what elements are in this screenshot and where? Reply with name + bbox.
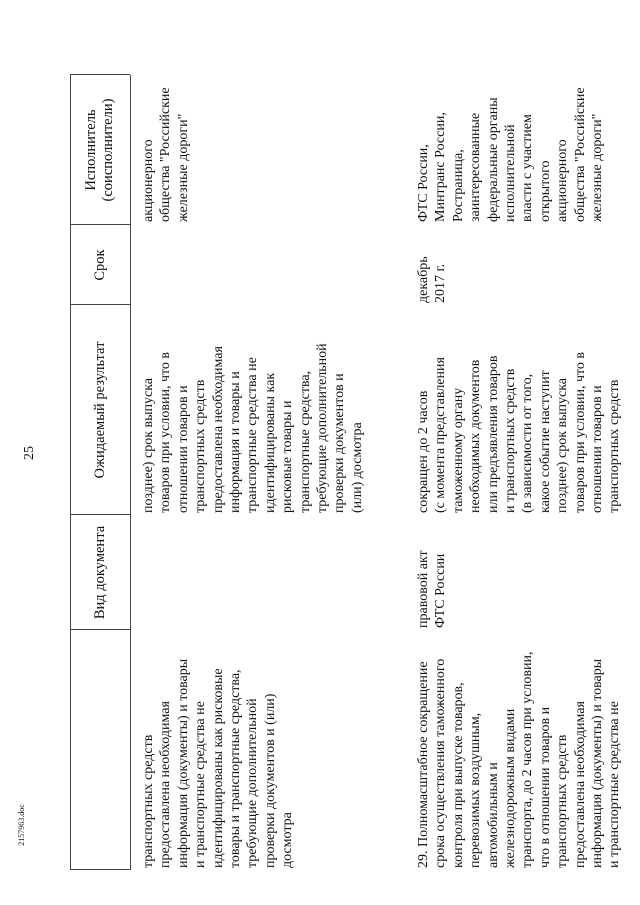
header-term: Срок <box>91 249 108 281</box>
row1-result: позднее) срок выпуска товаров при условии, что в отношении товаров и транспортных средств предоставлена необходимая информация и товары и транспортные средства не идентифицированы как рисковые товары и транспортные средства, требующие дополнительной проверки документов и (или) досмотра <box>141 343 365 513</box>
row1-item: транспортных средств предоставлена необходимая информация (документы) и товары и транспортные средства не идентифицированы как рисковые товары и транспортные средства, требующие дополнительной проверки документов и (или) досмотра <box>141 658 296 868</box>
row2-doc-type: правовой акт ФТС России <box>416 550 449 628</box>
header-result: Ожидаемый результат <box>91 341 108 479</box>
header-bottom-line <box>130 75 131 870</box>
col-divider-0 <box>70 869 130 870</box>
row2-executor: ФТС России, Минтранс России, Ространица, заинтересованные федеральные органы исполнительной власти с участием открытого акционерного общества "Российские железные дороги" <box>416 87 606 222</box>
row1-executor: акционерного общества "Российские железные дороги" <box>141 87 191 222</box>
row2-term: декабрь 2017 г. <box>416 256 449 303</box>
table-grid <box>70 75 630 870</box>
rotated-table <box>70 75 630 870</box>
header-executor: Исполнитель (соисполнители) <box>83 98 116 202</box>
row2-item: 29. Полномасштабное сокращение срока осуществления таможенного контроля при выпуске товаров, перевозимых воздушным, автомобильным и железнодорожным видами транспорта, до 2 часов при условии, что в отношении товаров и транспортных средств предоставлена необходимая информация (документы) и товары и транспортные средства не <box>416 651 623 868</box>
row2-result: сокращен до 2 часов (с момента представления таможенному органу необходимых документов или предъявления товаров и транспортных средств (в зависимости от того, какое событие наступит позднее) срок выпуска товаров при условии, что в отношении товаров и транспортных средств <box>416 351 623 513</box>
header-doc-type: Вид документа <box>91 525 108 620</box>
page-number: 25 <box>22 446 37 460</box>
document-filename: 2157963.doc <box>17 804 26 846</box>
